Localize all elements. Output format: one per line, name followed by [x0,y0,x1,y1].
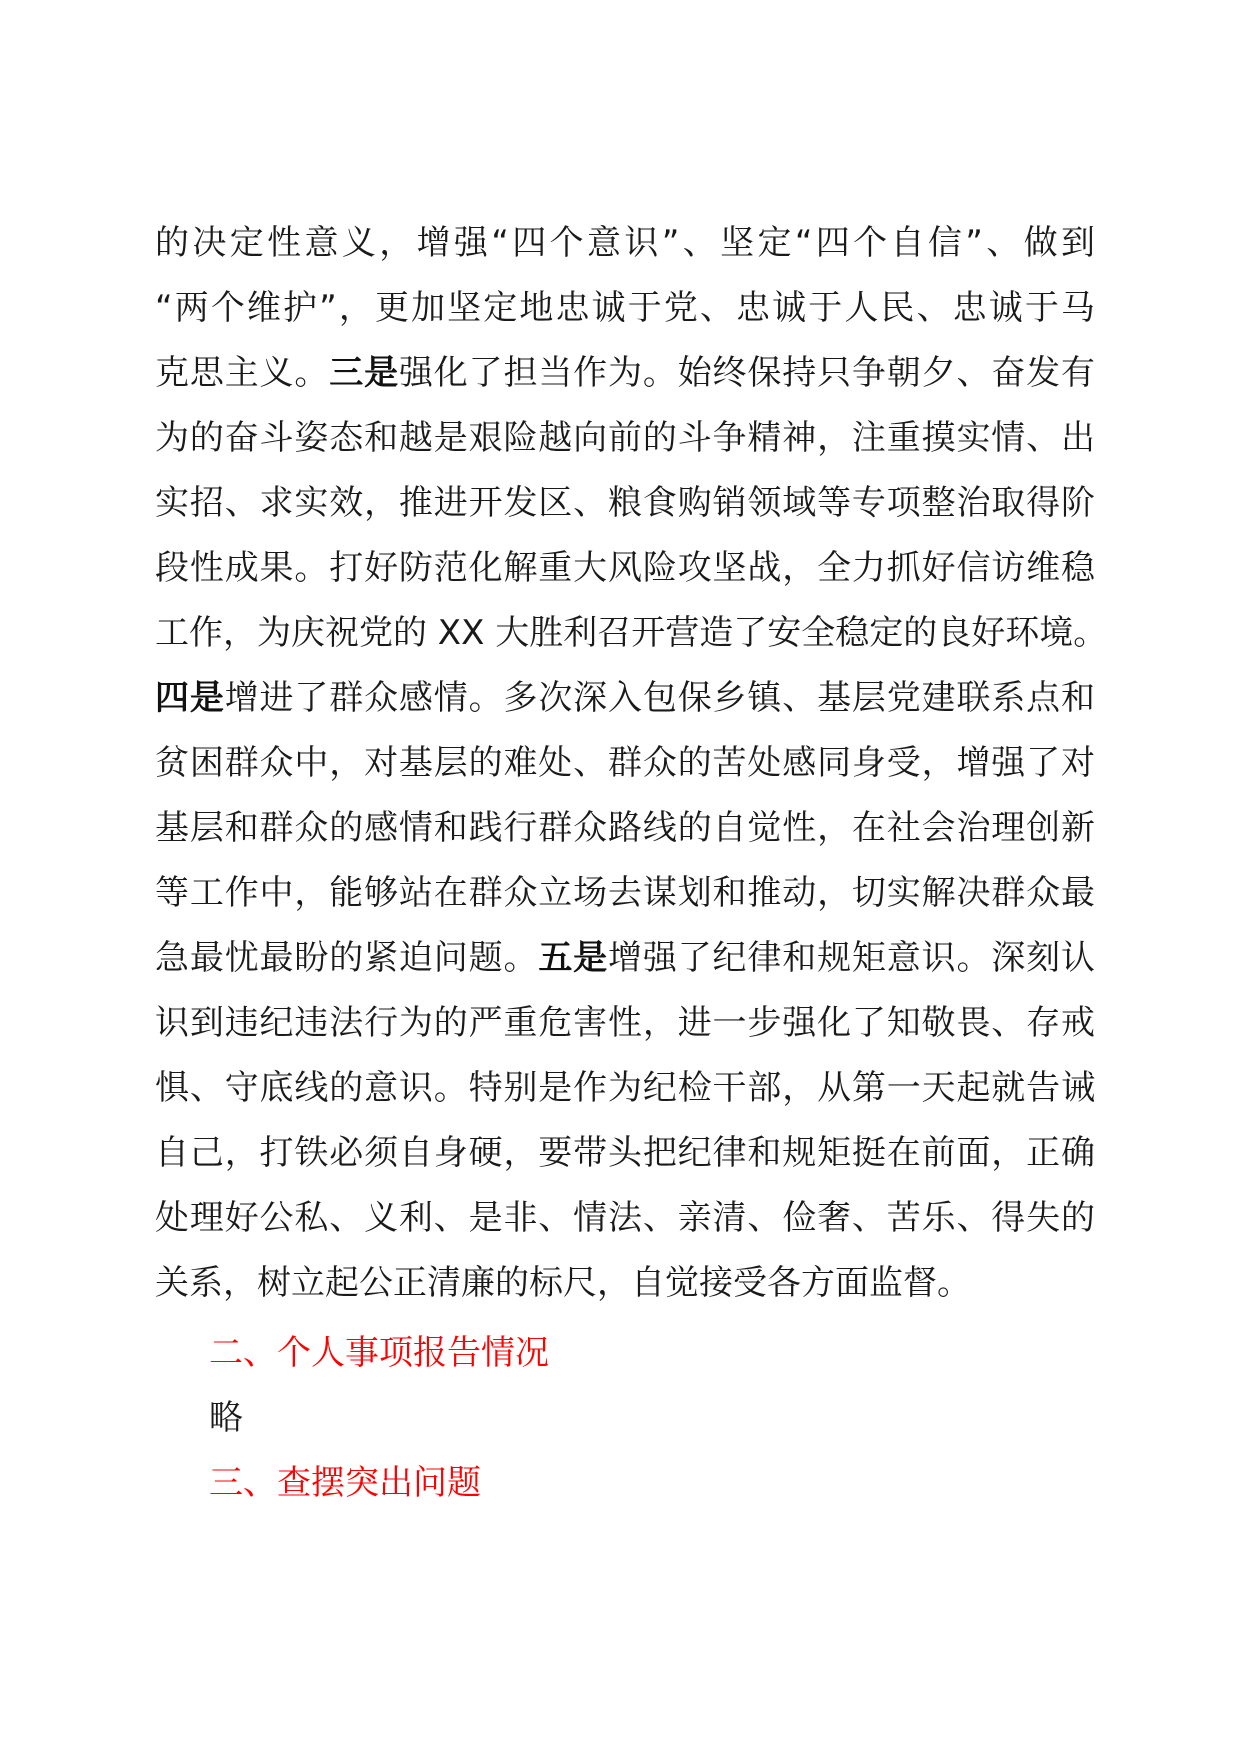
paragraph-line: 自己，打铁必须自身硬，要带头把纪律和规矩挺在前面，正确 [155,1133,1095,1173]
body-paragraph [155,211,1108,1316]
point-three-label: 三是 [329,353,399,393]
paragraph-line: 等工作中，能够站在群众立场去谋划和推动，切实解决群众最 [155,873,1095,913]
point-four-label: 四是 [155,678,225,718]
paragraph-line: 四是增进了群众感情。多次深入包保乡镇、基层党建联系点和 [155,678,1096,718]
section-heading-issues: 三、查摆突出问题 [209,1463,481,1503]
section-heading-personal-matters: 二、个人事项报告情况 [209,1333,549,1373]
paragraph-line: 实招、求实效，推进开发区、粮食购销领域等专项整治取得阶 [155,483,1095,523]
paragraph-line: 为的奋斗姿态和越是艰险越向前的斗争精神，注重摸实情、出 [155,418,1095,458]
paragraph-line: 关系，树立起公正清廉的标尺，自觉接受各方面监督。 [155,1263,971,1303]
section-content-omitted: 略 [209,1398,243,1438]
paragraph-line: 克思主义。三是强化了担当作为。始终保持只争朝夕、奋发有 [155,353,1096,393]
paragraph-line: 贫困群众中，对基层的难处、群众的苦处感同身受，增强了对 [155,743,1095,783]
paragraph-line: 处理好公私、义利、是非、情法、亲清、俭奢、苦乐、得失的 [155,1198,1095,1238]
paragraph-line: 急最忧最盼的紧迫问题。五是增强了纪律和规矩意识。深刻认 [155,938,1096,978]
paragraph-line: 工作，为庆祝党的 XX 大胜利召开营造了安全稳定的良好环境。 [155,613,1108,653]
paragraph-line: 段性成果。打好防范化解重大风险攻坚战，全力抓好信访维稳 [155,548,1095,588]
paragraph-line: 基层和群众的感情和践行群众路线的自觉性，在社会治理创新 [155,808,1095,848]
paragraph-line: 的决定性意义，增强“四个意识”、坚定“四个自信”、做到 [155,223,1095,263]
point-five-label: 五是 [538,938,609,978]
paragraph-line: 识到违纪违法行为的严重危害性，进一步强化了知敬畏、存戒 [155,1003,1095,1043]
paragraph-line: 惧、守底线的意识。特别是作为纪检干部，从第一天起就告诫 [155,1068,1095,1108]
paragraph-line: “两个维护”，更加坚定地忠诚于党、忠诚于人民、忠诚于马 [155,288,1095,328]
